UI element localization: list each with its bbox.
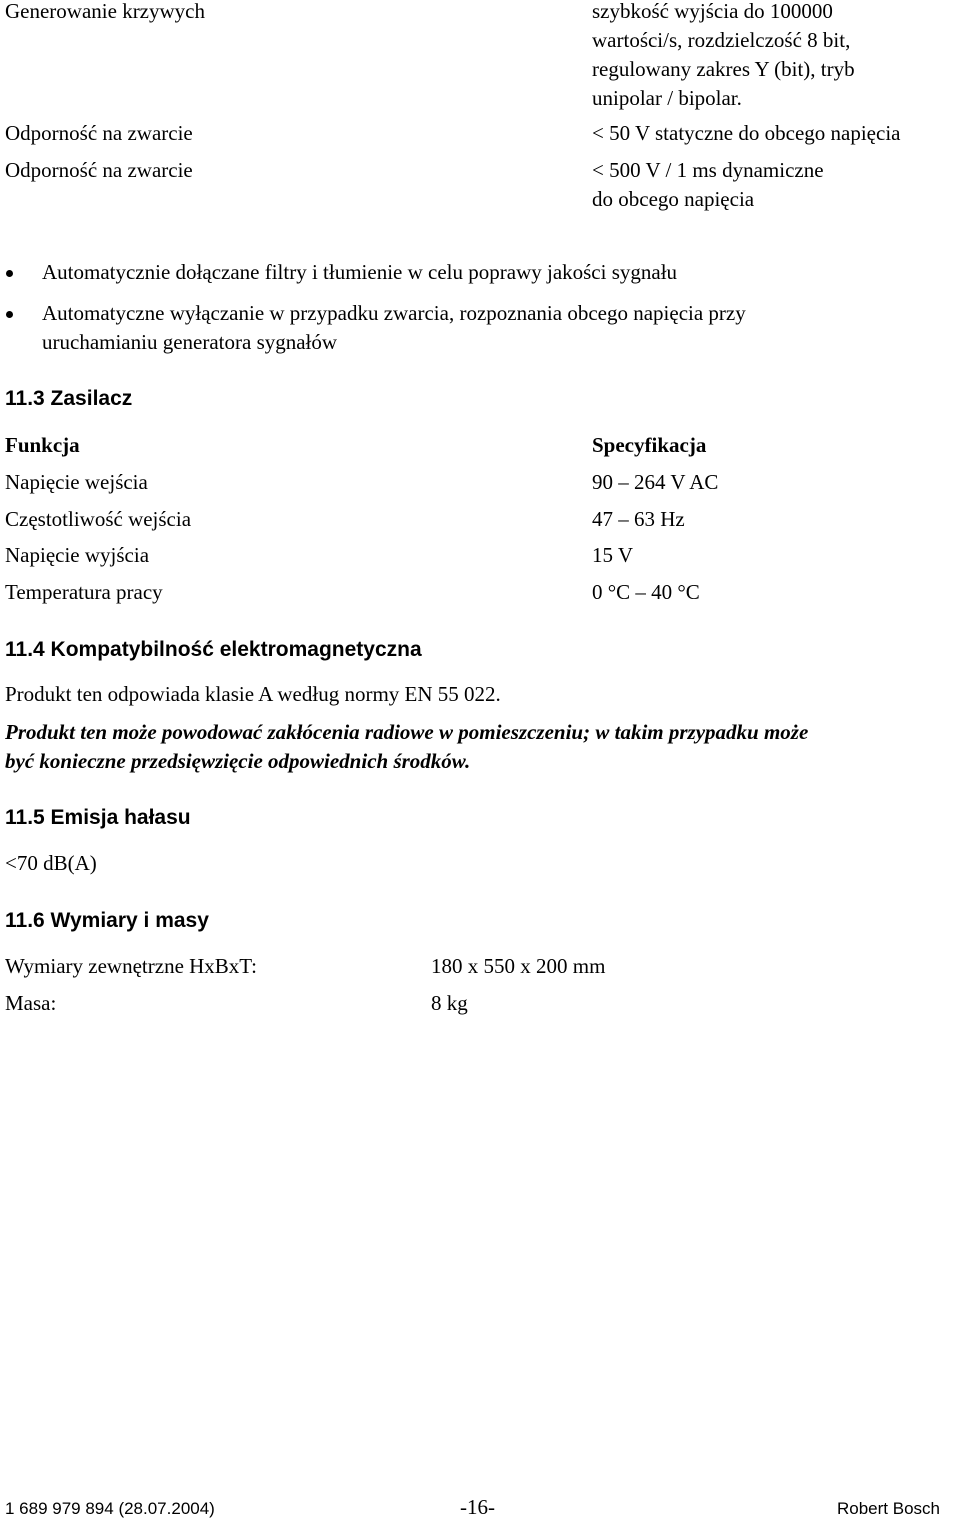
emc-warning-line: być konieczne przedsięwzięcie odpowiednich środków. bbox=[5, 749, 471, 773]
section-heading-11-5: 11.5 Emisja hałasu bbox=[5, 806, 191, 829]
spec-label: Odporność na zwarcie bbox=[5, 121, 193, 145]
table-cell-value: 0 °C – 40 °C bbox=[592, 580, 700, 604]
page-number: -16- bbox=[460, 1495, 495, 1519]
table-cell-label: Masa: bbox=[5, 991, 57, 1015]
list-item: Automatyczne wyłączanie w przypadku zwarcia, rozpoznania obcego napięcia przy bbox=[42, 301, 746, 325]
emc-warning-line: Produkt ten może powodować zakłócenia radiowe w pomieszczeniu; w takim przypadku może bbox=[5, 720, 809, 744]
spec-value: szybkość wyjścia do 100000 bbox=[592, 0, 833, 23]
spec-value: unipolar / bipolar. bbox=[592, 86, 742, 110]
spec-value: regulowany zakres Y (bit), tryb bbox=[592, 57, 855, 81]
table-cell-label: Napięcie wejścia bbox=[5, 470, 148, 494]
spec-label: Odporność na zwarcie bbox=[5, 158, 193, 182]
table-cell-value: 8 kg bbox=[431, 991, 468, 1015]
emc-text: Produkt ten odpowiada klasie A według normy EN 55 022. bbox=[5, 682, 501, 706]
spec-value: < 500 V / 1 ms dynamiczne bbox=[592, 158, 824, 182]
spec-label: Generowanie krzywych bbox=[5, 0, 205, 23]
section-heading-11-4: 11.4 Kompatybilność elektromagnetyczna bbox=[5, 638, 422, 661]
document-id: 1 689 979 894 (28.07.2004) bbox=[5, 1499, 215, 1518]
list-item: Automatycznie dołączane filtry i tłumienie w celu poprawy jakości sygnału bbox=[42, 260, 678, 284]
table-cell-label: Napięcie wyjścia bbox=[5, 543, 150, 567]
table-cell-label: Wymiary zewnętrzne HxBxT: bbox=[5, 954, 257, 978]
noise-value: <70 dB(A) bbox=[5, 851, 97, 875]
table-cell-label: Częstotliwość wejścia bbox=[5, 507, 192, 531]
spec-value: do obcego napięcia bbox=[592, 187, 755, 211]
table-cell-value: 180 x 550 x 200 mm bbox=[431, 954, 606, 978]
company-name: Robert Bosch bbox=[837, 1499, 940, 1518]
spec-value: < 50 V statyczne do obcego napięcia bbox=[592, 121, 901, 145]
list-item-continuation: uruchamianiu generatora sygnałów bbox=[42, 330, 338, 354]
table-cell-label: Temperatura pracy bbox=[5, 580, 163, 604]
section-heading-11-6: 11.6 Wymiary i masy bbox=[5, 909, 209, 932]
column-header-function: Funkcja bbox=[5, 433, 80, 457]
section-heading-11-3: 11.3 Zasilacz bbox=[5, 387, 133, 410]
table-cell-value: 90 – 264 V AC bbox=[592, 470, 719, 494]
table-cell-value: 47 – 63 Hz bbox=[592, 507, 685, 531]
column-header-spec: Specyfikacja bbox=[592, 433, 707, 457]
bullet-icon bbox=[6, 270, 13, 277]
spec-value: wartości/s, rozdzielczość 8 bit, bbox=[592, 28, 851, 52]
bullet-icon bbox=[6, 311, 13, 318]
table-cell-value: 15 V bbox=[592, 543, 634, 567]
